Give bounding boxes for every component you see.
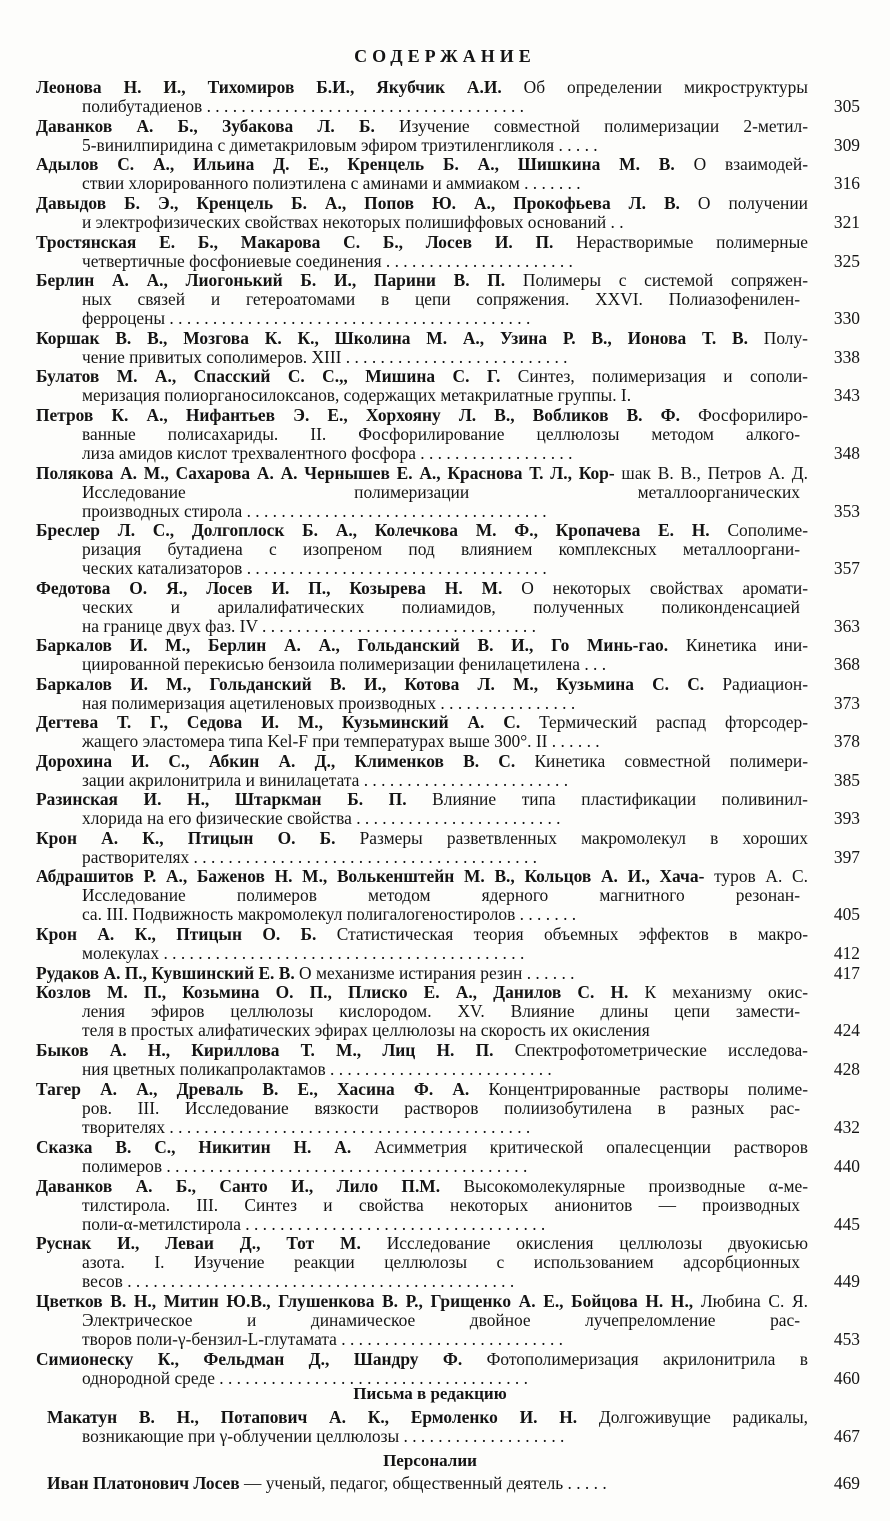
entry-line (36, 713, 808, 732)
entry-title-line: Высокомолекулярные производные α-ме- (463, 1177, 808, 1196)
entry-line (36, 464, 808, 483)
entry-line (36, 790, 808, 809)
entry-title-line: Кинетика совместной полимери- (534, 752, 808, 771)
entry-page-number: 338 (833, 347, 860, 368)
entry-line (36, 406, 808, 425)
entry-title-line: Исследование полимеризации металлоорганических (82, 483, 800, 503)
entry-title-line: и электрофизических свойствах некоторых полишиффовых оснований . . (82, 213, 624, 233)
entry-title-line: Исследование окисления целлюлозы двуокисью (386, 1234, 808, 1253)
entry-page-number: 353 (833, 501, 860, 522)
entry-authors: Полякова А. М., Сахарова А. А. Чернышев Е. А., Краснова Т. Л., Кор- (36, 464, 615, 483)
entry-title-line: — ученый, педагог, общественный деятель . . . . . (244, 1474, 607, 1493)
entry-title-line: творителях . . . . . . . . . . . . . . . . . . . . . . . . . . . . . . . . . . . . . . . . . . (82, 1118, 531, 1138)
entry-line (47, 1474, 808, 1493)
entry-title-line: Радиацион- (722, 675, 808, 694)
entry-title-line: Полимеры с системой сопряжен- (522, 271, 808, 290)
entry-title-line: О взаимодей- (693, 155, 808, 174)
entry-line (36, 752, 808, 771)
entry-title-line: Об определении микроструктуры (523, 78, 808, 97)
entry-page-number: 432 (833, 1117, 860, 1138)
entry-page-number: 368 (833, 654, 860, 675)
entry-line (36, 155, 808, 174)
entry-title-line: Асимметрия критической опалесценции растворов (374, 1138, 808, 1157)
entry-authors: Абдрашитов Р. А., Баженов Н. М., Волькенштейн М. В., Кольцов А. И., Хача- (36, 867, 705, 886)
entry-title-line: Статистическая теория объемных эффектов в макро- (336, 925, 808, 944)
entry-authors: Берлин А. А., Лиогонький Б. И., Парини В. П. (36, 271, 506, 290)
entry-title-line: Фосфорилиро- (698, 406, 808, 425)
entry-page-number: 428 (833, 1059, 860, 1080)
entry-authors: Федотова О. Я., Лосев И. П., Козырева Н. М. (36, 579, 503, 598)
entry-authors: Булатов М. А., Спасский С. С.,, Мишина С. Г. (36, 367, 501, 386)
entry-title-line: циированной перекисью бензоила полимеризации фенилацетилена . . . (82, 655, 607, 675)
entry-page-number: 378 (833, 731, 860, 752)
entry-line (36, 521, 808, 540)
entry-title-line: Сополиме- (727, 521, 808, 540)
entry-authors: Козлов М. П., Козьмина О. П., Плиско Е. А., Данилов С. Н. (36, 983, 629, 1002)
entry-line (36, 1350, 808, 1369)
entry-page-number: 385 (833, 770, 860, 791)
entry-title-line: ная полимеризация ацетиленовых производных . . . . . . . . . . . . . . . . (82, 694, 576, 714)
entry-line (36, 636, 808, 655)
entry-line (36, 329, 808, 348)
letters-section-title: Письма в редакцию (353, 1384, 507, 1403)
entry-page-number: 343 (833, 385, 860, 406)
entry-title-line: Влияние типа пластификации поливинил- (432, 790, 808, 809)
entry-page-number: 449 (833, 1271, 860, 1292)
personalia-section-title: Персоналии (383, 1451, 477, 1470)
entry-title-line: Фотополимеризация акрилонитрила в (486, 1350, 808, 1369)
entry-title-line: шак В. В., Петров А. Д. (621, 464, 808, 483)
entry-title-line: са. III. Подвижность макромолекул полигалогеностиролов . . . . . . . (82, 905, 577, 925)
entry-line (36, 1234, 808, 1253)
entry-title-line: лиза амидов кислот трехвалентного фосфора . . . . . . . . . . . . . . . . . . (82, 444, 573, 464)
entry-page-number: 412 (833, 943, 860, 964)
entry-title-line: творов поли-γ-бензил-L-глутамата . . . . . . . . . . . . . . . . . . . . . . . . . . (82, 1330, 563, 1350)
entry-authors: Сказка В. С., Никитин Н. А. (36, 1138, 352, 1157)
entry-title-line: Электрическое и динамическое двойное лучепреломление рас- (82, 1311, 800, 1331)
entry-title-line: поли-α-метилстирола . . . . . . . . . . . . . . . . . . . . . . . . . . . . . . . . . . . (82, 1215, 546, 1235)
entry-page-number: 397 (833, 847, 860, 868)
entry-title-line: Кинетика ини- (685, 636, 808, 655)
entry-line (47, 1408, 808, 1427)
entry-authors: Рудаков А. П., Кувшинский Е. В. (36, 964, 295, 983)
entry-page-number: 467 (833, 1426, 860, 1447)
entry-title-line: азота. I. Изучение реакции целлюлозы с использованием адсорбционных (82, 1253, 800, 1273)
entry-title-line: жащего эластомера типа Kel-F при температурах выше 300°. II . . . . . . (82, 732, 600, 752)
entry-title-line: молекулах . . . . . . . . . . . . . . . . . . . . . . . . . . . . . . . . . . . . . . . . . . (82, 944, 525, 964)
entry-line (36, 367, 808, 386)
entry-page-number: 305 (833, 96, 860, 117)
entry-title-line: чение привитых сополимеров. XIII . . . . . . . . . . . . . . . . . . . . . . . . . . (82, 348, 568, 368)
entry-line (36, 829, 808, 848)
entry-title-line: ления эфиров целлюлозы кислородом. XV. Влияние длины цепи замести- (82, 1002, 800, 1022)
entry-page-number: 309 (833, 135, 860, 156)
entry-authors: Крон А. К., Птицын О. Б. (36, 925, 317, 944)
entry-title-line: Термический распад фторсодер- (539, 713, 808, 732)
entry-title-line: Изучение совместной полимеризации 2-метил- (399, 117, 808, 136)
entry-title-line: О некоторых свойствах аромати- (521, 579, 808, 598)
entry-line (36, 579, 808, 598)
page-heading: СОДЕРЖАНИЕ (354, 46, 536, 66)
entry-page-number: 417 (833, 963, 860, 983)
entry-authors: Коршак В. В., Мозгова К. К., Школина М. А., Узина Р. В., Ионова Т. В. (36, 329, 748, 348)
entry-title-line: ров. III. Исследование вязкости растворов полиизобутилена в разных рас- (82, 1099, 800, 1119)
entry-title-line: четвертичные фосфониевые соединения . . . . . . . . . . . . . . . . . . . . . . (82, 252, 573, 272)
entry-page-number: 453 (833, 1329, 860, 1350)
entry-line (36, 867, 808, 886)
entry-authors: Баркалов И. М., Берлин А. А., Гольданский В. И., Го Минь-гао. (36, 636, 669, 655)
entry-title-line: К механизму окис- (644, 983, 808, 1002)
entry-page-number: 424 (833, 1020, 860, 1041)
entry-title-line: растворителях . . . . . . . . . . . . . . . . . . . . . . . . . . . . . . . . . . . . . . . . (82, 848, 538, 868)
entry-page-number: 330 (833, 308, 860, 329)
entry-title-line: теля в простых алифатических эфирах целлюлозы на скорость их окисления (82, 1021, 650, 1041)
entry-title-line: возникающие при γ-облучении целлюлозы . . . . . . . . . . . . . . . . . . . (82, 1427, 565, 1447)
entry-authors: Руснак И., Леваи Д., Тот М. (36, 1234, 361, 1253)
entry-page-number: 363 (833, 616, 860, 637)
entry-title-line: Полу- (763, 329, 808, 348)
entry-title-line: Нерастворимые полимерные (576, 233, 808, 252)
entry-title-line: Спектрофотометрические исследова- (514, 1041, 808, 1060)
entry-title-line: тилстирола. III. Синтез и свойства некоторых анионитов — производных (82, 1196, 800, 1216)
entry-authors: Дегтева Т. Г., Седова И. М., Кузьминский А. С. (36, 713, 521, 732)
entry-page-number: 405 (833, 904, 860, 925)
entry-line (36, 233, 808, 252)
entry-line (36, 1041, 808, 1060)
entry-title-line: ствии хлорированного полиэтилена с аминами и аммиаком . . . . . . . (82, 174, 581, 194)
entry-title-line: полимеров . . . . . . . . . . . . . . . . . . . . . . . . . . . . . . . . . . . . . . . . . . (82, 1157, 528, 1177)
entry-line (36, 983, 808, 1002)
entry-line (36, 1292, 808, 1311)
entry-page-number: 440 (833, 1156, 860, 1177)
entry-title-line: Исследование полимеров методом ядерного магнитного резонан- (82, 886, 800, 906)
entry-page-number: 469 (833, 1473, 860, 1493)
entry-line (36, 271, 808, 290)
entry-page-number: 357 (833, 558, 860, 579)
entry-title-line: ванные полисахариды. II. Фосфорилирование целлюлозы методом алкого- (82, 425, 800, 445)
entry-title-line: Синтез, полимеризация и сополи- (517, 367, 808, 386)
entry-title-line: ческих катализаторов . . . . . . . . . . . . . . . . . . . . . . . . . . . . . . . . . . . (82, 559, 547, 579)
entry-title-line: О механизме истирания резин . . . . . . (299, 964, 575, 983)
entry-page-number: 445 (833, 1214, 860, 1235)
entry-title-line: 5-винилпиридина с диметакриловым эфиром триэтиленгликоля . . . . . (82, 136, 598, 156)
entry-title-line: ческих и арилалифатических полиамидов, полученных поликонденсацией (82, 598, 800, 618)
entry-authors: Тагер А. А., Древаль В. Е., Хасина Ф. А. (36, 1080, 470, 1099)
entry-line (36, 1177, 808, 1196)
entry-line (36, 675, 808, 694)
entry-line (36, 1138, 808, 1157)
entry-authors: Разинская И. Н., Штаркман Б. П. (36, 790, 407, 809)
entry-title-line: Долгоживущие радикалы, (598, 1408, 808, 1427)
entry-authors: Давыдов Б. Э., Кренцель Б. А., Попов Ю. А., Прокофьева Л. В. (36, 194, 680, 213)
entry-authors: Бреслер Л. С., Долгоплоск Б. А., Колечкова М. Ф., Кропачева Е. Н. (36, 521, 710, 540)
entry-authors: Баркалов И. М., Гольданский В. И., Котова Л. М., Кузьмина С. С. (36, 675, 705, 694)
entry-authors: Цветков В. Н., Митин Ю.В., Глушенкова В. Р., Грищенко А. Е., Бойцова Н. Н., (36, 1292, 694, 1311)
entry-title-line: однородной среде . . . . . . . . . . . . . . . . . . . . . . . . . . . . . . . . . . . . (82, 1369, 528, 1389)
entry-line (36, 194, 808, 213)
entry-line (36, 964, 808, 983)
entry-title-line: Размеры разветвленных макромолекул в хороших (359, 829, 808, 848)
entry-title-line: весов . . . . . . . . . . . . . . . . . . . . . . . . . . . . . . . . . . . . . . . . . . . . . (82, 1272, 515, 1292)
entry-page-number: 348 (833, 443, 860, 464)
entry-line (36, 1080, 808, 1099)
entry-title-line: Любина С. Я. (700, 1292, 808, 1311)
entry-title-line: хлорида на его физические свойства . . . . . . . . . . . . . . . . . . . . . . . . (82, 809, 561, 829)
entry-title-line: зации акрилонитрила и винилацетата . . . . . . . . . . . . . . . . . . . . . . . . (82, 771, 569, 791)
entry-authors: Тростянская Е. Б., Макарова С. Б., Лосев И. П. (36, 233, 554, 252)
entry-authors: Быков А. Н., Кириллова Т. М., Лиц Н. П. (36, 1041, 494, 1060)
entry-authors: Даванков А. Б., Санто И., Лило П.М. (36, 1177, 441, 1196)
entry-title-line: производных стирола . . . . . . . . . . . . . . . . . . . . . . . . . . . . . . . . . . . (82, 502, 547, 522)
entry-authors: Крон А. К., Птицын О. Б. (36, 829, 336, 848)
entry-title-line: О получении (697, 194, 808, 213)
entry-authors: Иван Платонович Лосев (47, 1474, 240, 1493)
entry-title-line: ных связей и гетероатомами в цепи сопряжения. XXVI. Полиазофенилен- (82, 290, 800, 310)
entry-line (36, 78, 808, 97)
entry-line (36, 925, 808, 944)
entry-title-line: меризация полиорганосилоксанов, содержащих метакрилатные группы. I. (82, 386, 632, 406)
entry-page-number: 373 (833, 693, 860, 714)
entry-page-number: 321 (833, 212, 860, 233)
entry-authors: Адылов С. А., Ильина Д. Е., Кренцель Б. А., Шишкина М. В. (36, 155, 675, 174)
entry-page-number: 460 (833, 1368, 860, 1389)
entry-title-line: ризация бутадиена с изопреном под влиянием комплексных металлооргани- (82, 540, 800, 560)
entry-authors: Леонова Н. И., Тихомиров Б.И., Якубчик А.И. (36, 78, 502, 97)
entry-authors: Макатун В. Н., Потапович А. К., Ермоленко И. Н. (47, 1408, 578, 1427)
entry-page-number: 316 (833, 173, 860, 194)
entry-title-line: на границе двух фаз. IV . . . . . . . . . . . . . . . . . . . . . . . . . . . . . . . . (82, 617, 536, 637)
entry-title-line: полибутадиенов . . . . . . . . . . . . . . . . . . . . . . . . . . . . . . . . . . . . . (82, 97, 524, 117)
entry-authors: Дорохина И. С., Абкин А. Д., Клименков В. С. (36, 752, 516, 771)
entry-page-number: 325 (833, 251, 860, 272)
entry-title-line: ферроцены . . . . . . . . . . . . . . . . . . . . . . . . . . . . . . . . . . . . . . . . . . (82, 309, 531, 329)
entry-title-line: туров А. С. (714, 867, 808, 886)
entry-title-line: ния цветных поликапролактамов . . . . . . . . . . . . . . . . . . . . . . . . . . (82, 1060, 552, 1080)
entry-authors: Симионеску К., Фельдман Д., Шандру Ф. (36, 1350, 463, 1369)
entry-authors: Петров К. А., Нифантьев Э. Е., Хорхояну Л. В., Вобликов В. Ф. (36, 406, 680, 425)
entry-page-number: 393 (833, 808, 860, 829)
entry-title-line: Концентрированные растворы полиме- (488, 1080, 808, 1099)
entry-authors: Даванков А. Б., Зубакова Л. Б. (36, 117, 375, 136)
entry-line (36, 117, 808, 136)
